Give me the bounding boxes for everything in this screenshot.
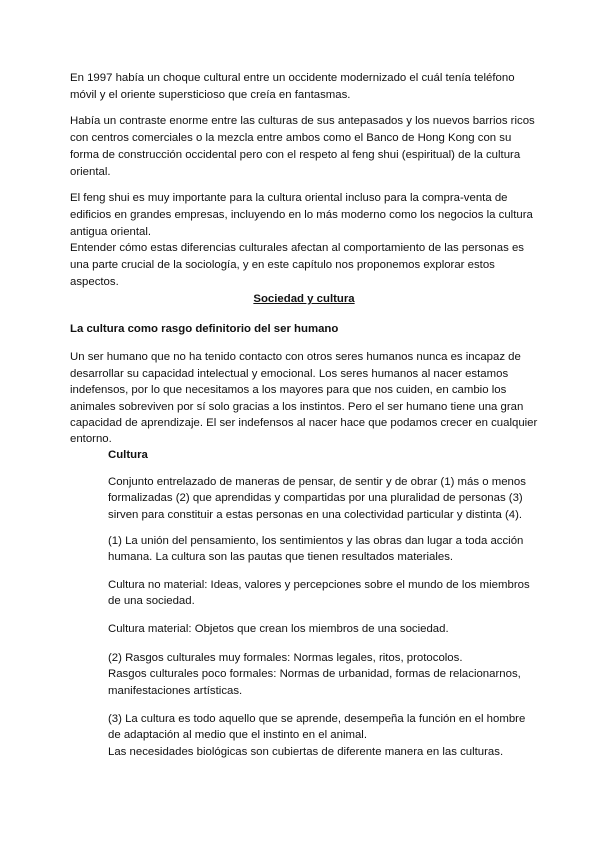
paragraph-line: animales sobreviven por sí solo gracias a los instintos. Pero el ser humano tiene una gran xyxy=(70,401,524,413)
paragraph-line: Cultura no material: Ideas, valores y percepciones sobre el mundo de los miembros xyxy=(108,579,530,591)
section-title: Sociedad y cultura xyxy=(253,293,355,305)
paragraph-line: de una sociedad. xyxy=(108,595,195,607)
subheading: La cultura como rasgo definitorio del ser humano xyxy=(70,323,339,335)
paragraph-line: móvil y el oriente supersticioso que creía en fantasmas. xyxy=(70,89,351,101)
paragraph-line: Había un contraste enorme entre las culturas de sus antepasados y los nuevos barrios ricos xyxy=(70,115,535,127)
paragraph-line: Un ser humano que no ha tenido contacto con otros seres humanos nunca es incapaz de xyxy=(70,351,521,363)
paragraph-line: una parte crucial de la sociología, y en este capítulo nos proponemos explorar estos xyxy=(70,259,495,271)
paragraph-line: con centros comerciales o la mezcla entre ambos como el Banco de Hong Kong con su xyxy=(70,132,512,144)
paragraph-line: (2) Rasgos culturales muy formales: Normas legales, ritos, protocolos. xyxy=(108,652,463,664)
paragraph-line: formalizadas (2) que aprendidas y compartidas por una pluralidad de personas (3) xyxy=(108,492,523,504)
paragraph-line: (3) La cultura es todo aquello que se aprende, desempeña la función en el hombre xyxy=(108,713,526,725)
paragraph-line: oriental. xyxy=(70,166,111,178)
paragraph-line: manifestaciones artísticas. xyxy=(108,685,243,697)
paragraph-line: antigua oriental. xyxy=(70,226,152,238)
paragraph-line: Rasgos culturales poco formales: Normas de urbanidad, formas de relacionarnos, xyxy=(108,668,521,680)
paragraph-line: de adaptación al medio que el instinto en el animal. xyxy=(108,729,367,741)
paragraph-line: edificios en grandes empresas, incluyendo en lo más moderno como los negocios la cultura xyxy=(70,209,533,221)
cultura-heading: Cultura xyxy=(108,449,148,461)
paragraph-line: entorno. xyxy=(70,433,112,445)
paragraph-line: Entender cómo estas diferencias culturales afectan al comportamiento de las personas es xyxy=(70,242,524,254)
paragraph-line: aspectos. xyxy=(70,276,119,288)
paragraph-line: Las necesidades biológicas son cubiertas de diferente manera en las culturas. xyxy=(108,746,504,758)
paragraph-line: Cultura material: Objetos que crean los miembros de una sociedad. xyxy=(108,623,449,635)
paragraph-line: El feng shui es muy importante para la cultura oriental incluso para la compra-venta de xyxy=(70,192,508,204)
paragraph-line: desarrollar su capacidad intelectual y emocional. Los seres humanos al nacer estamos xyxy=(70,368,509,380)
paragraph-line: forma de construcción occidental pero con el respeto al feng shui (espiritual) de la cultura xyxy=(70,149,521,161)
paragraph-line: Conjunto entrelazado de maneras de pensar, de sentir y de obrar (1) más o menos xyxy=(108,476,526,488)
paragraph-line: sirven para constituir a estas personas en una colectividad particular y distinta (4). xyxy=(108,509,523,521)
paragraph-line: (1) La unión del pensamiento, los sentimientos y las obras dan lugar a toda acción xyxy=(108,535,524,547)
paragraph-line: indefensos, por lo que necesitamos a los mayores para que nos cuiden, en cambio los xyxy=(70,384,507,396)
paragraph-line: humana. La cultura son las pautas que tienen resultados materiales. xyxy=(108,551,454,563)
paragraph-line: En 1997 había un choque cultural entre un occidente modernizado el cuál tenía teléfono xyxy=(70,72,515,84)
paragraph-line: capacidad de aprendizaje. El ser indefensos al nacer hace que podamos crecer en cualquier xyxy=(70,417,538,429)
